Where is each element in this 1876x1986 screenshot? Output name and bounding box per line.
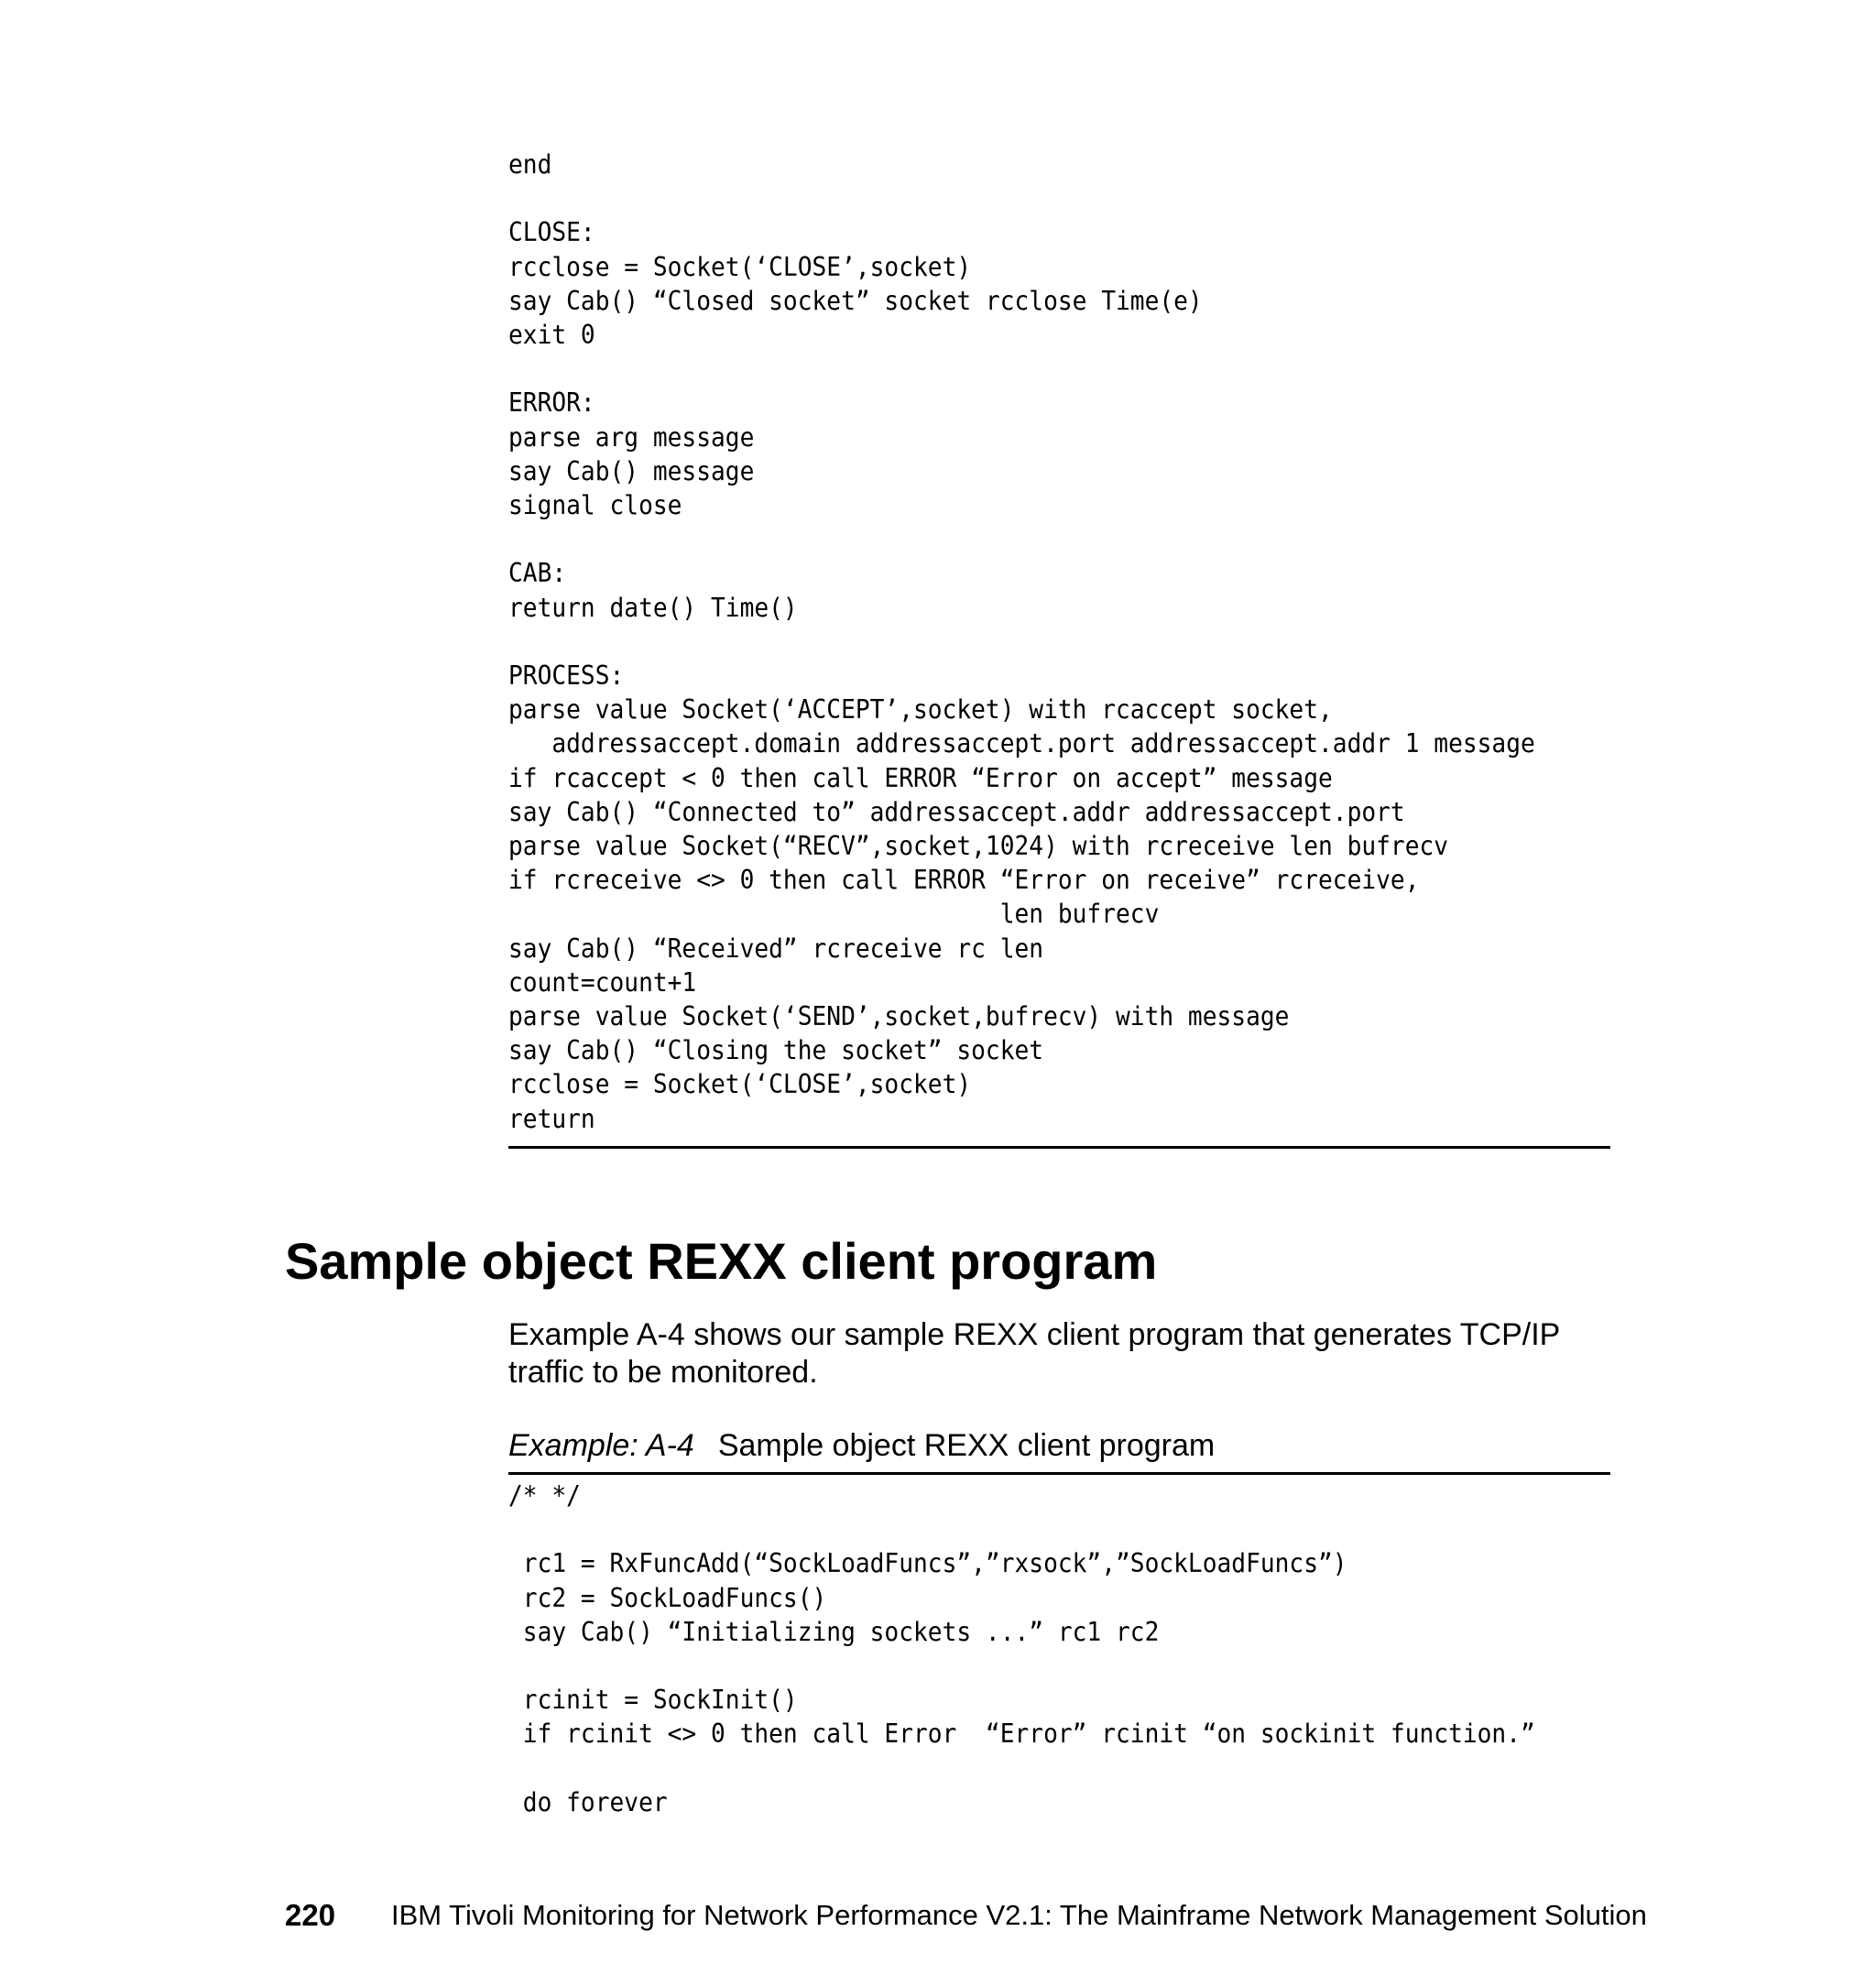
code-line: say Cab() “Received” rcreceive rc len [508,933,1044,964]
code-line: say Cab() “Closed socket” socket rcclose Time(e) [508,285,1203,316]
code-line: say Cab() “Closing the socket” socket [508,1035,1044,1066]
code-line: /* */ [508,1480,581,1511]
footer-book-title: IBM Tivoli Monitoring for Network Performance V2.1: The Mainframe Network Management Solution [391,1899,1647,1931]
code-listing-continued [508,147,1535,1136]
code-end-rule [508,1146,1610,1149]
caption-rule [508,1472,1610,1475]
code-line: rcclose = Socket(‘CLOSE’,socket) [508,1069,972,1100]
page-number: 220 [285,1898,336,1932]
example-caption [508,1426,1215,1465]
code-line: end [508,149,552,180]
code-line: parse value Socket(“RECV”,socket,1024) with rcreceive len bufrecv [508,831,1449,862]
code-line: exit 0 [508,320,595,351]
code-line: parse arg message [508,421,755,453]
code-line: addressaccept.domain addressaccept.port addressaccept.addr 1 message [508,728,1535,759]
code-line: do forever [508,1786,668,1817]
code-line: CLOSE: [508,217,595,248]
code-line: return date() Time() [508,592,798,623]
code-line: return [508,1103,595,1134]
code-line: rc2 = SockLoadFuncs() [508,1582,827,1613]
section-heading: Sample object REXX client program [285,1232,1158,1290]
code-listing-a4 [508,1479,1535,1819]
code-line: len bufrecv [508,899,1160,930]
code-line: CAB: [508,558,567,589]
code-line: ERROR: [508,387,595,419]
code-line: rc1 = RxFuncAdd(“SockLoadFuncs”,”rxsock”,”SockLoadFuncs”) [508,1548,1347,1579]
code-line: if rcinit <> 0 then call Error “Error” rcinit “on sockinit function.” [508,1719,1535,1750]
code-line: if rcreceive <> 0 then call ERROR “Error on receive” rcreceive, [508,865,1420,896]
example-label: Example: A-4 [508,1428,694,1463]
code-line: signal close [508,490,682,521]
code-line: parse value Socket(‘SEND’,socket,bufrecv) with message [508,1001,1290,1032]
code-line: say Cab() “Initializing sockets ...” rc1 rc2 [508,1616,1160,1647]
code-line: parse value Socket(‘ACCEPT’,socket) with rcaccept socket, [508,694,1333,726]
code-line: rcinit = SockInit() [508,1685,798,1716]
section-body-text: Example A-4 shows our sample REXX client program that generates TCP/IP traffic to be monitored. [508,1317,1560,1390]
code-line: say Cab() message [508,455,755,486]
code-line: rcclose = Socket(‘CLOSE’,socket) [508,251,972,282]
code-line: count=count+1 [508,966,697,998]
code-line: if rcaccept < 0 then call ERROR “Error on accept” message [508,762,1333,793]
code-line: PROCESS: [508,660,625,692]
code-line: say Cab() “Connected to” addressaccept.addr addressaccept.port [508,796,1405,827]
example-title: Sample object REXX client program [717,1428,1216,1463]
